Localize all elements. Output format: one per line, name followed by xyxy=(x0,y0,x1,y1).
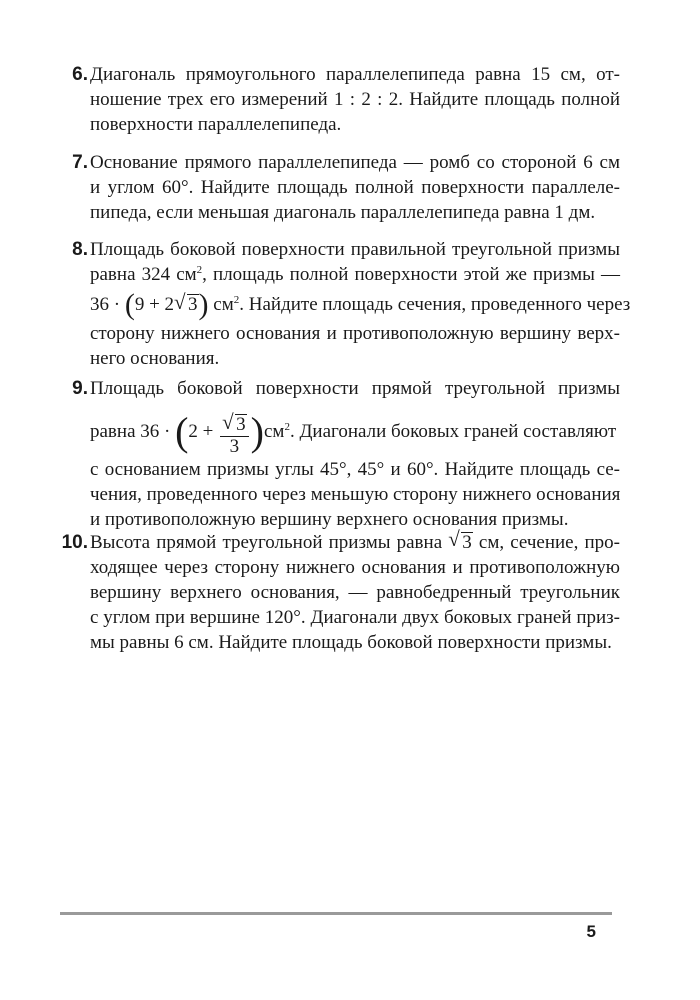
text-line: Основание прямого параллелепипеда — ромб со стороной 6 см xyxy=(90,152,620,173)
text-fragment: см xyxy=(208,294,234,315)
problem-8 xyxy=(60,237,631,371)
square-root xyxy=(222,410,247,436)
text-line: поверхности параллелепипеда. xyxy=(90,114,342,135)
radical-icon: √ xyxy=(174,290,186,314)
fraction-denominator: 3 xyxy=(229,436,240,457)
text-fragment: равна 36 · xyxy=(90,421,176,442)
text-fragment: см xyxy=(263,421,285,442)
square-root xyxy=(448,527,473,555)
fraction-numerator xyxy=(220,410,249,437)
problem-number: 7. xyxy=(72,152,88,173)
text-line: пипеда, если меньшая диагональ параллелепипеда равна 1 дм. xyxy=(90,202,596,223)
problem-text xyxy=(90,237,631,371)
paren-open: ( xyxy=(175,409,189,454)
problem-number: 6. xyxy=(72,64,88,85)
problem-text xyxy=(90,150,620,225)
text-line: чения, проведенного через меньшую сторону нижнего основания xyxy=(90,484,621,505)
problem-text xyxy=(90,527,620,655)
text-line: Площадь боковой поверхности правильной треугольной призмы xyxy=(90,239,620,260)
text-line: вершину верхнего основания, — равнобедренный треугольник xyxy=(90,582,620,603)
math-line xyxy=(90,287,631,321)
paren-close: ) xyxy=(250,409,264,454)
text-fragment: Высота прямой треугольной призмы равна xyxy=(90,532,449,553)
text-fragment: равна 324 см xyxy=(90,264,197,285)
square-root xyxy=(174,289,199,321)
superscript: 2 xyxy=(284,421,290,433)
text-fragment: , площадь полной поверхности этой же призмы — xyxy=(202,264,620,285)
superscript: 2 xyxy=(233,294,240,306)
text-line: ношение трех его измерений 1 : 2 : 2. Найдите площадь полной xyxy=(90,89,620,110)
text-line: Площадь боковой поверхности прямой треугольной призмы xyxy=(90,378,620,399)
text-fragment: 2 + xyxy=(188,421,219,442)
text-line: ходящее через сторону нижнего основания и противоположную xyxy=(90,557,620,578)
radicand: 3 xyxy=(188,294,198,315)
problem-number: 10. xyxy=(61,532,88,553)
superscript: 2 xyxy=(196,264,203,276)
text-line: сторону нижнего основания и противоположную вершину верх- xyxy=(90,323,620,344)
radicand: 3 xyxy=(236,414,246,435)
paren-close: ) xyxy=(198,288,209,321)
problem-10 xyxy=(60,527,620,655)
radical-icon: √ xyxy=(222,410,234,434)
math-line xyxy=(90,401,620,457)
text-line xyxy=(90,262,620,287)
problem-7 xyxy=(60,150,620,225)
text-fragment: см, сечение, про- xyxy=(472,532,620,553)
text-line: с основанием призмы углы 45°, 45° и 60°. Найдите площадь се- xyxy=(90,459,620,480)
text-line: него основания. xyxy=(90,348,220,369)
radical-icon: √ xyxy=(448,527,460,551)
page-number: 5 xyxy=(586,922,596,941)
problem-text xyxy=(90,376,620,532)
text-fragment: 9 + 2 xyxy=(134,294,175,315)
text-line: мы равны 6 см. Найдите площадь боковой поверхности призмы. xyxy=(90,632,612,653)
text-line xyxy=(90,527,620,555)
paren-open: ( xyxy=(124,288,135,321)
text-line: и противоположную вершину верхнего основания призмы. xyxy=(90,509,569,530)
text-fragment: 36 · xyxy=(90,294,125,315)
problem-text xyxy=(90,62,620,137)
footer-rule xyxy=(60,912,612,915)
problem-number: 9. xyxy=(72,378,88,399)
problem-6 xyxy=(60,62,620,137)
text-fragment: . Найдите площадь сечения, проведенного через xyxy=(239,294,631,315)
text-line: и углом 60°. Найдите площадь полной поверхности параллеле- xyxy=(90,177,620,198)
text-line: Диагональ прямоугольного параллелепипеда равна 15 см, от- xyxy=(90,64,620,85)
text-fragment: . Диагонали боковых граней составляют xyxy=(289,421,617,442)
problem-number: 8. xyxy=(72,239,88,260)
radicand: 3 xyxy=(462,532,472,553)
problem-9 xyxy=(60,376,620,532)
fraction xyxy=(220,410,249,457)
text-line: с углом при вершине 120°. Диагонали двух боковых граней приз- xyxy=(90,607,620,628)
